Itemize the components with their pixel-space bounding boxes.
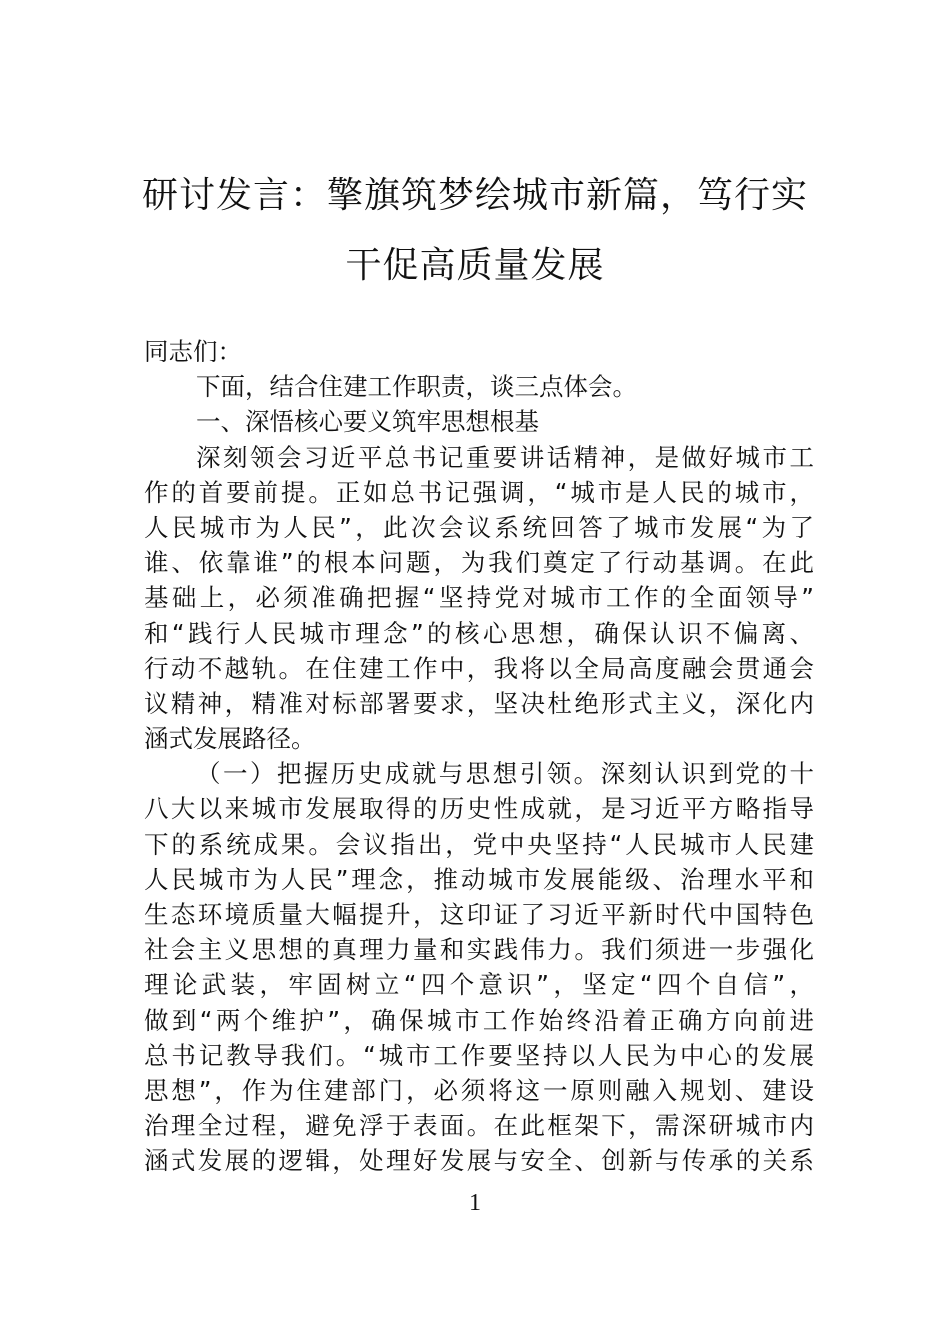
paragraph-line: 理论武装，牢固树立“四个意识”，坚定“四个自信”， bbox=[144, 970, 814, 1000]
paragraph-line: 作的首要前提。正如总书记强调，“城市是人民的城市， bbox=[144, 477, 814, 507]
paragraph-line: 行动不越轨。在住建工作中，我将以全局高度融会贯通会 bbox=[144, 653, 814, 683]
section-heading-1: 一、深悟核心要义筑牢思想根基 bbox=[196, 407, 539, 437]
intro-paragraph: 下面，结合住建工作职责，谈三点体会。 bbox=[196, 372, 637, 402]
paragraph-line: 社会主义思想的真理力量和实践伟力。我们须进一步强化 bbox=[144, 935, 814, 965]
document-title-line-2: 干促高质量发展 bbox=[345, 245, 605, 286]
salutation: 同志们： bbox=[144, 337, 242, 366]
subsection-paragraph-line: （一）把握历史成就与思想引领。深刻认识到党的十 bbox=[196, 759, 814, 789]
paragraph-line: 八大以来城市发展取得的历史性成就，是习近平方略指导 bbox=[144, 794, 814, 824]
paragraph-line: 深刻领会习近平总书记重要讲话精神，是做好城市工 bbox=[196, 442, 814, 472]
document-title-line-1: 研讨发言：擎旗筑梦绘城市新篇，笃行实 bbox=[141, 175, 808, 216]
paragraph-line: 做到“两个维护”，确保城市工作始终沿着正确方向前进 bbox=[144, 1005, 814, 1035]
paragraph-line: 涵式发展路径。 bbox=[144, 724, 316, 754]
paragraph-line: 人民城市为人民”，此次会议系统回答了城市发展“为了 bbox=[144, 512, 814, 542]
paragraph-line: 基础上，必须准确把握“坚持党对城市工作的全面领导” bbox=[144, 583, 814, 613]
paragraph-line: 总书记教导我们。“城市工作要坚持以人民为中心的发展 bbox=[144, 1040, 814, 1070]
paragraph-line: 涵式发展的逻辑，处理好发展与安全、创新与传承的关系 bbox=[144, 1146, 814, 1176]
paragraph-line: 人民城市为人民”理念，推动城市发展能级、治理水平和 bbox=[144, 864, 814, 894]
page-number: 1 bbox=[469, 1190, 481, 1216]
paragraph-line: 和“践行人民城市理念”的核心思想，确保认识不偏离、 bbox=[144, 618, 814, 648]
paragraph-line: 下的系统成果。会议指出，党中央坚持“人民城市人民建 bbox=[144, 829, 814, 859]
paragraph-line: 思想”，作为住建部门，必须将这一原则融入规划、建设 bbox=[144, 1075, 814, 1105]
paragraph-line: 议精神，精准对标部署要求，坚决杜绝形式主义，深化内 bbox=[144, 688, 814, 718]
paragraph-line: 谁、依靠谁”的根本问题，为我们奠定了行动基调。在此 bbox=[144, 548, 814, 578]
document-body bbox=[144, 334, 814, 1179]
paragraph-line: 生态环境质量大幅提升，这印证了习近平新时代中国特色 bbox=[144, 900, 814, 929]
paragraph-line: 治理全过程，避免浮于表面。在此框架下，需深研城市内 bbox=[144, 1111, 814, 1141]
